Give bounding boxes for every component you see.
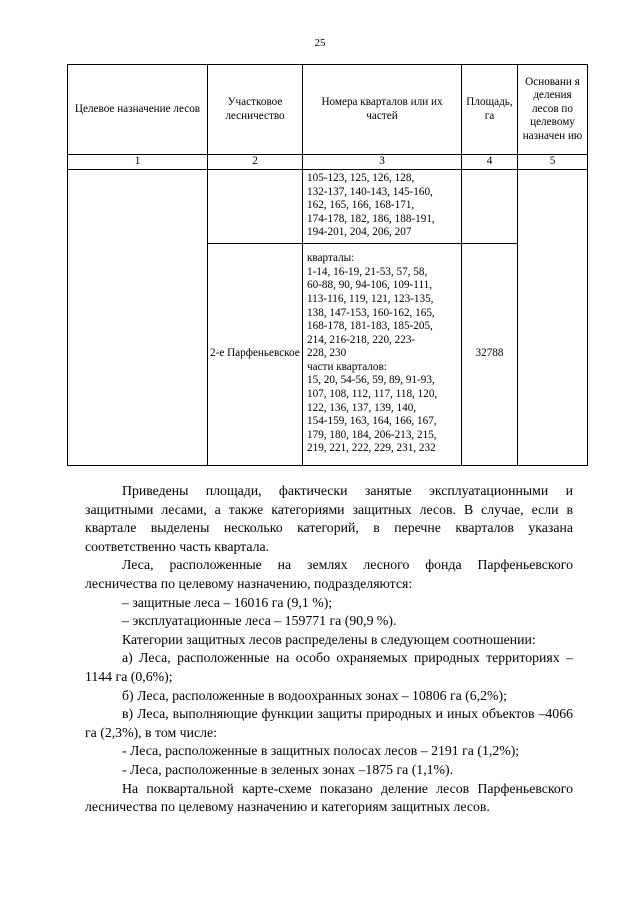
list-item: - Леса, расположенные в зеленых зонах –1875 га (1,1%). — [122, 761, 454, 777]
purpose-cell — [68, 169, 208, 465]
quarters-line: 122, 136, 137, 139, 140, — [307, 401, 417, 414]
column-number: 2 — [208, 155, 303, 170]
quarters-line: части кварталов: — [307, 360, 387, 373]
quarters-line: 15, 20, 54-56, 59, 89, 91-93, — [307, 374, 435, 387]
column-number: 1 — [68, 155, 208, 170]
quarters-line: 194-201, 204, 206, 207 — [307, 226, 412, 239]
quarters-line: 162, 165, 166, 168-171, — [307, 199, 415, 212]
quarters-line: 168-178, 181-183, 185-205, — [307, 320, 433, 333]
header-district: Участковое лесничество — [208, 65, 303, 155]
quarters-line: 219, 221, 222, 229, 231, 232 — [307, 442, 436, 455]
quarters-line: 214, 216-218, 220, 223- — [307, 333, 416, 346]
quarters-line: 154-159, 163, 164, 166, 167, — [307, 415, 437, 428]
quarters-line: 179, 180, 184, 206-213, 215, — [307, 428, 437, 441]
area-cell — [462, 169, 518, 243]
list-item: – эксплуатационные леса – 159771 га (90,9 %). — [122, 613, 397, 629]
list-item: - Леса, расположенные в защитных полосах лесов – 2191 га (1,2%); — [122, 743, 520, 759]
page-number: 25 — [314, 37, 326, 49]
quarters-cell — [303, 169, 462, 243]
area-cell: 32788 — [462, 243, 518, 465]
quarters-line: 113-116, 119, 121, 123-135, — [307, 292, 434, 305]
quarters-cell — [303, 243, 462, 465]
body-text — [85, 482, 573, 817]
paragraph: Приведены площади, фактически занятые эксплуатационными и защитными лесами, а также категориями защитных лесов. В случае, если в квартале выделены несколько категорий, в перечне кварталов указана соответственно часть квартала. — [85, 483, 573, 554]
header-row — [68, 65, 588, 155]
column-number: 3 — [303, 155, 462, 170]
table-row — [68, 169, 588, 243]
list-item: б) Леса, расположенные в водоохранных зонах – 10806 га (6,2%); — [122, 687, 507, 703]
list-item: а) Леса, расположенные на особо охраняемых природных территориях – 1144 га (0,6%); — [85, 650, 573, 684]
paragraph: На поквартальной карте-схеме показано деление лесов Парфеньевского лесничества по целевому назначению и категориям защитных лесов. — [85, 780, 573, 815]
paragraph: Категории защитных лесов распределены в следующем соотношении: — [122, 631, 536, 647]
quarters-line: 138, 147-153, 160-162, 165, — [307, 306, 435, 319]
list-item: – защитные леса – 16016 га (9,1 %); — [122, 594, 333, 610]
quarters-line: 228, 230 — [307, 347, 347, 360]
quarters-line: кварталы: — [307, 252, 355, 265]
quarters-line: 1-14, 16-19, 21-53, 57, 58, — [307, 265, 428, 278]
list-item: в) Леса, выполняющие функции защиты природных и иных объектов –4066 га (2,3%), в том числе: — [85, 706, 573, 740]
header-basis: Основани я деления лесов по целевому назначен ию — [518, 65, 588, 155]
column-number-row — [68, 155, 588, 170]
district-cell: 2-е Парфеньевское — [208, 243, 303, 465]
header-area: Площадь, га — [462, 65, 518, 155]
basis-cell — [518, 169, 588, 465]
column-number: 5 — [518, 155, 588, 170]
paragraph: Леса, расположенные на землях лесного фонда Парфеньевского лесничества по целевому назначению, подразделяются: — [85, 557, 573, 591]
quarters-line: 105-123, 125, 126, 128, — [307, 172, 415, 185]
header-quarters: Номера кварталов или их частей — [303, 65, 462, 155]
forest-division-table — [67, 64, 588, 466]
quarters-line: 132-137, 140-143, 145-160, — [307, 185, 433, 198]
quarters-line: 174-178, 182, 186, 188-191, — [307, 212, 435, 225]
header-purpose: Целевое назначение лесов — [68, 65, 208, 155]
quarters-line: 60-88, 90, 94-106, 109-111, — [307, 279, 433, 292]
quarters-line: 107, 108, 112, 117, 118, 120, — [307, 388, 438, 401]
district-cell — [208, 169, 303, 243]
column-number: 4 — [462, 155, 518, 170]
